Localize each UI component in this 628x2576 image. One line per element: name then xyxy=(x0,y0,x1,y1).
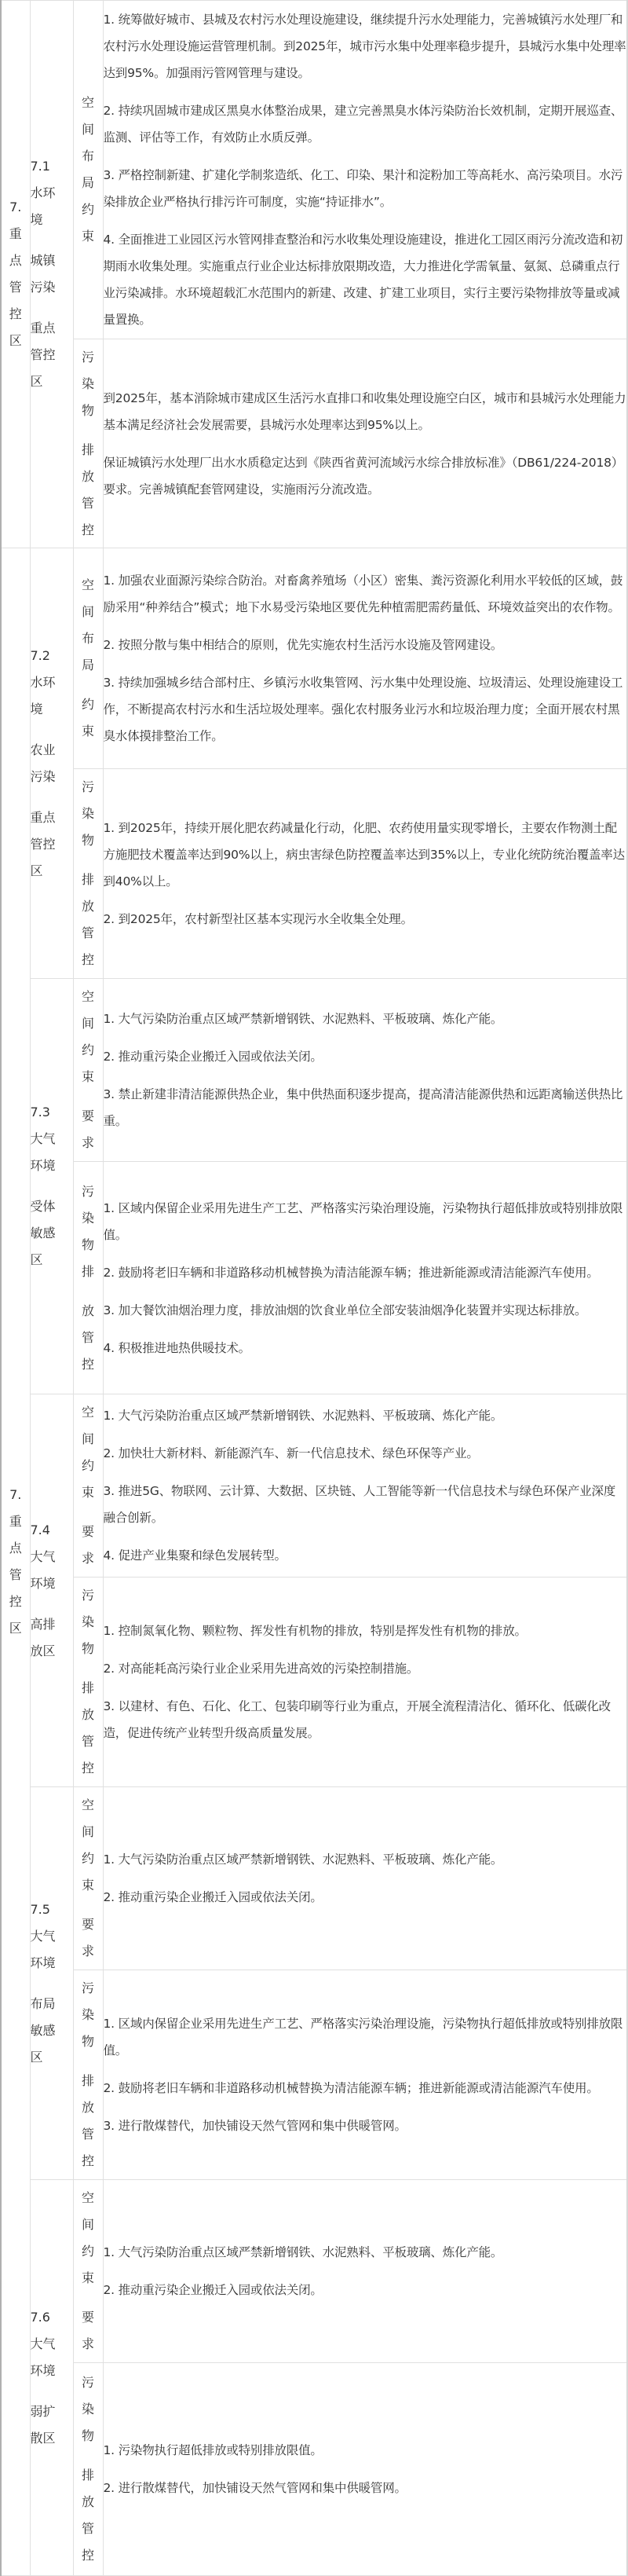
spacer xyxy=(31,1977,73,1991)
label-char: 空 xyxy=(81,1797,94,1812)
spacer xyxy=(31,301,73,315)
label-char: 城镇 xyxy=(30,253,56,268)
label-char: 间 xyxy=(81,1016,94,1031)
label-char: 点 xyxy=(9,253,22,268)
requirement-item: 1. 控制氮氧化物、颗粒物、挥发性有机物的排放，特别是挥发性有机物的排放。 xyxy=(103,1624,527,1638)
label-char: 水环 xyxy=(30,185,56,200)
label-char: 环境 xyxy=(30,2362,56,2378)
label-char: 管 xyxy=(9,1567,22,1582)
requirement-content-cell xyxy=(103,548,627,769)
control-type-cell xyxy=(73,1577,103,1787)
label-char: 重点 xyxy=(30,809,56,825)
label-char: 物 xyxy=(81,2428,94,2443)
label-char: 染 xyxy=(81,2402,94,2417)
label-char: 控 xyxy=(9,306,22,321)
spacer xyxy=(74,1506,103,1519)
label-char: 布 xyxy=(81,148,94,163)
label-char: 高排 xyxy=(30,1616,56,1632)
requirement-item: 1. 统筹做好城市、县城及农村污水处理设施建设，继续提升污水处理能力，完善城镇污水处理厂和农村污水处理设施运营管理机制。到2025年，城市污水集中处理率稳步提升，县城污水集中处理率达到95%。加强雨污管网管理与建设。 xyxy=(103,13,626,80)
requirement-content-cell xyxy=(103,769,627,979)
label-char: 染 xyxy=(81,376,94,391)
table-row xyxy=(1,548,627,769)
label-char: 染 xyxy=(81,806,94,821)
region-label-cell xyxy=(1,1,30,548)
label-char: 大气 xyxy=(30,2336,56,2351)
label-char: 控 xyxy=(9,1594,22,1609)
requirement-item: 1. 区域内保留企业采用先进生产工艺、严格落实污染治理设施，污染物执行超低排放或特别排放限值。 xyxy=(103,1200,623,1242)
requirement-item: 保证城镇污水处理厂出水水质稳定达到《陕西省黄河流域污水综合排放标准》（DB61/224-2018）要求。完善城镇配套管网建设，实施雨污分流改造。 xyxy=(103,455,624,497)
label-char: 染 xyxy=(81,1614,94,1629)
control-type-cell xyxy=(73,339,103,548)
label-char: 管控 xyxy=(30,347,56,362)
label-char: 放区 xyxy=(30,1643,56,1658)
requirement-item: 3. 严格控制新建、扩建化学制浆造纸、化工、印染、果汁和淀粉加工等高耗水、高污染项目。水污染排放企业严格执行排污许可制度，实施“持证排水”。 xyxy=(103,168,623,209)
label-char: 求 xyxy=(81,1944,94,1959)
label-char: 排 xyxy=(81,2468,94,2483)
requirement-content-cell xyxy=(103,1162,627,1394)
label-char: 束 xyxy=(81,1069,94,1084)
label-char: 排 xyxy=(81,2073,94,2088)
requirement-item: 1. 到2025年，持续开展化肥农药减量化行动，化肥、农药使用量实现零增长，主要农作物测土配方施肥技术覆盖率达到90%以上，病虫害绿色防控覆盖率达到35%以上，专业化统防统治覆盖率达到40%以上。 xyxy=(103,821,625,889)
spacer xyxy=(31,2384,73,2398)
requirement-item: 1. 大气污染防治重点区域严禁新增钢铁、水泥熟料、平板玻璃、炼化产能。 xyxy=(103,1012,503,1026)
label-char: 区 xyxy=(9,333,22,348)
control-type-cell xyxy=(73,1970,103,2180)
label-char: 间 xyxy=(81,122,94,137)
spacer xyxy=(74,1090,103,1103)
label-char: 布 xyxy=(81,631,94,646)
requirement-content-cell xyxy=(103,339,627,548)
label-char: 7.4 xyxy=(30,1522,50,1537)
label-char: 管 xyxy=(81,495,94,511)
table-row xyxy=(1,1,627,339)
requirement-item: 2. 到2025年，农村新型社区基本实现污水全收集全处理。 xyxy=(103,912,413,926)
spacer xyxy=(31,1179,73,1193)
label-char: 约 xyxy=(81,1458,94,1473)
spacer xyxy=(31,723,73,737)
spacer xyxy=(74,1662,103,1675)
label-char: 大气 xyxy=(30,1131,56,1146)
spacer xyxy=(74,2292,103,2304)
label-char: 管 xyxy=(81,2521,94,2536)
spacer xyxy=(74,424,103,437)
control-type-cell xyxy=(73,1394,103,1577)
control-type-cell xyxy=(73,1787,103,1970)
label-char: 重 xyxy=(9,1514,22,1529)
spacer xyxy=(31,790,73,804)
label-char: 约 xyxy=(81,1042,94,1057)
requirement-item: 3. 持续加强城乡结合部村庄、乡镇污水收集管网、污水集中处理设施、垃圾清运、处理设施建设工作，不断提高农村污水和生活垃圾处理率。强化农村服务业污水和垃圾治理力度；全面开展农村黑臭水体摸排整治工作。 xyxy=(103,676,623,743)
label-char: 要 xyxy=(81,1108,94,1123)
label-char: 污 xyxy=(81,2375,94,2390)
label-char: 间 xyxy=(81,2217,94,2232)
requirement-item: 3. 禁止新建非清洁能源供热企业，集中供热面积逐步提高，提高清洁能源供热和远距离输送供热比重。 xyxy=(103,1087,623,1128)
requirement-item: 1. 大气污染防治重点区域严禁新增钢铁、水泥熟料、平板玻璃、炼化产能。 xyxy=(103,1852,503,1867)
zone-name-cell-7.4 xyxy=(30,1394,73,1787)
requirement-item: 3. 加大餐饮油烟治理力度，排放油烟的饮食业单位全部安装油烟净化装置并实现达标排放。 xyxy=(103,1303,587,1317)
label-char: 污染 xyxy=(30,280,56,295)
label-char: 约 xyxy=(81,202,94,217)
label-char: 放 xyxy=(81,1707,94,1722)
label-char: 管 xyxy=(81,1329,94,1345)
requirement-item: 3. 进行散煤替代，加快铺设天然气管网和集中供暖管网。 xyxy=(103,2119,407,2133)
requirement-content-cell xyxy=(103,2180,627,2363)
table-row xyxy=(1,1162,627,1394)
label-char: 区 xyxy=(9,1621,22,1636)
label-char: 受体 xyxy=(30,1199,56,1214)
label-char: 污 xyxy=(81,1588,94,1603)
table-row xyxy=(1,2363,627,2576)
label-char: 间 xyxy=(81,1824,94,1839)
label-char: 空 xyxy=(81,577,94,592)
label-char: 物 xyxy=(81,1237,94,1252)
requirement-item: 3. 推进5G、物联网、云计算、大数据、区块链、人工智能等新一代信息技术与绿色环保产业深度融合创新。 xyxy=(103,1484,616,1525)
requirement-item: 2. 推动重污染企业搬迁入园或依法关闭。 xyxy=(103,1890,323,1904)
label-char: 管控 xyxy=(30,836,56,852)
label-char: 水环 xyxy=(30,674,56,690)
control-type-cell xyxy=(73,2363,103,2576)
control-type-cell xyxy=(73,548,103,769)
label-char: 管 xyxy=(81,1734,94,1749)
requirement-content-cell xyxy=(103,2363,627,2576)
requirement-content-cell xyxy=(103,979,627,1162)
zone-table-body xyxy=(1,1,627,2576)
control-type-cell xyxy=(73,2180,103,2363)
label-char: 环境 xyxy=(30,1158,56,1173)
requirement-item: 2. 鼓励将老旧车辆和非道路移动机械替换为清洁能源车辆；推进新能源或清洁能源汽车使用。 xyxy=(103,2081,599,2095)
label-char: 染 xyxy=(81,1210,94,1226)
zone-name-cell-7.6 xyxy=(30,2180,73,2576)
zone-name-cell-7.2 xyxy=(30,548,73,979)
table-row xyxy=(1,2180,627,2363)
label-char: 求 xyxy=(81,2336,94,2351)
label-char: 排 xyxy=(81,442,94,457)
label-char: 排 xyxy=(81,1263,94,1279)
label-char: 控 xyxy=(81,2548,94,2563)
requirement-item: 2. 加快壮大新材料、新能源汽车、新一代信息技术、绿色环保等产业。 xyxy=(103,1446,479,1460)
requirement-item: 1. 大气污染防治重点区域严禁新增钢铁、水泥熟料、平板玻璃、炼化产能。 xyxy=(103,2245,503,2259)
label-char: 环境 xyxy=(30,1955,56,1970)
label-char: 放 xyxy=(81,2100,94,2115)
label-char: 重 xyxy=(9,226,22,241)
label-char: 7.2 xyxy=(30,647,50,663)
label-char: 境 xyxy=(30,212,43,227)
label-char: 区 xyxy=(30,2049,43,2065)
label-char: 要 xyxy=(81,1917,94,1932)
label-char: 控 xyxy=(81,522,94,537)
label-char: 束 xyxy=(81,724,94,738)
label-char: 束 xyxy=(81,229,94,244)
label-char: 7.1 xyxy=(30,159,50,174)
table-row xyxy=(1,1577,627,1787)
label-char: 物 xyxy=(81,833,94,848)
spacer xyxy=(74,1285,103,1298)
label-char: 染 xyxy=(81,2007,94,2022)
label-char: 区 xyxy=(30,1252,43,1267)
label-char: 约 xyxy=(81,697,94,712)
label-char: 控 xyxy=(81,952,94,967)
requirement-item: 1. 大气污染防治重点区域严禁新增钢铁、水泥熟料、平板玻璃、炼化产能。 xyxy=(103,1409,503,1423)
requirement-item: 2. 持续巩固城市建成区黑臭水体整治成果，建立完善黑臭水体污染防治长效机制，定期开展巡查、监测、评估等工作，有效防止水质反弹。 xyxy=(103,104,623,145)
control-type-cell xyxy=(73,769,103,979)
label-char: 空 xyxy=(81,2190,94,2205)
requirement-item: 4. 促进产业集聚和绿色发展转型。 xyxy=(103,1548,287,1563)
label-char: 弱扩 xyxy=(30,2403,56,2419)
label-char: 约 xyxy=(81,1851,94,1866)
spacer xyxy=(31,233,73,247)
label-char: 控 xyxy=(81,2153,94,2168)
label-char: 空 xyxy=(81,1405,94,1420)
label-char: 污 xyxy=(81,349,94,365)
label-char: 要 xyxy=(81,1524,94,1539)
label-char: 局 xyxy=(81,175,94,190)
label-char: 空 xyxy=(81,95,94,110)
label-char: 管 xyxy=(9,280,22,295)
label-char: 束 xyxy=(81,1485,94,1500)
label-char: 空 xyxy=(81,989,94,1004)
table-row xyxy=(1,1970,627,2180)
requirement-content-cell xyxy=(103,1394,627,1577)
label-char: 管 xyxy=(81,2127,94,2142)
label-char: 物 xyxy=(81,2034,94,2049)
requirement-item: 2. 推动重污染企业搬迁入园或依法关闭。 xyxy=(103,1050,323,1064)
requirement-item: 到2025年，基本消除城市建成区生活污水直排口和收集处理设施空白区，城市和县城污水处理能力基本满足经济社会发展需要，县城污水处理率达到95%以上。 xyxy=(103,390,626,432)
region-label-cell xyxy=(1,548,30,2576)
requirement-item: 2. 进行散煤替代，加快铺设天然气管网和集中供暖管网。 xyxy=(103,2481,407,2495)
requirement-content-cell xyxy=(103,1970,627,2180)
label-char: 7. xyxy=(9,1487,22,1502)
label-char: 排 xyxy=(81,1680,94,1695)
label-char: 大气 xyxy=(30,1548,56,1564)
label-char: 间 xyxy=(81,1431,94,1446)
requirement-item: 4. 全面推进工业园区污水管网排查整治和污水收集处理设施建设，推进化工园区雨污分流改造和初期雨水收集处理。实施重点行业企业达标排放限期改造，大力推进化学需氧量、氨氮、总磷重点行业污染减排。水环境超载汇水范围内的新建、改建、扩建工业项目，实行主要污染物排放等量或减量置换。 xyxy=(103,233,623,327)
label-char: 区 xyxy=(30,863,43,878)
spacer xyxy=(74,854,103,867)
label-char: 束 xyxy=(81,1878,94,1893)
label-char: 7.3 xyxy=(30,1105,50,1119)
label-char: 求 xyxy=(81,1551,94,1566)
label-char: 污 xyxy=(81,1981,94,1995)
label-char: 物 xyxy=(81,1641,94,1656)
label-char: 放 xyxy=(81,1303,94,1318)
requirement-item: 1. 区域内保留企业采用先进生产工艺、严格落实污染治理设施，污染物执行超低排放或特别排放限值。 xyxy=(103,2017,623,2058)
label-char: 区 xyxy=(30,374,43,389)
label-char: 布局 xyxy=(30,1995,56,2011)
zone-name-cell-7.1 xyxy=(30,1,73,548)
control-type-cell xyxy=(73,1162,103,1394)
label-char: 放 xyxy=(81,468,94,484)
requirement-item: 2. 对高能耗高污染行业企业采用先进高效的污染控制措施。 xyxy=(103,1662,419,1676)
label-char: 控 xyxy=(81,1356,94,1372)
label-char: 束 xyxy=(81,2270,94,2285)
label-char: 控 xyxy=(81,1761,94,1775)
label-char: 求 xyxy=(81,1135,94,1150)
label-char: 间 xyxy=(81,604,94,619)
label-char: 重点 xyxy=(30,321,56,335)
zone-name-cell-7.3 xyxy=(30,979,73,1394)
label-char: 排 xyxy=(81,872,94,887)
label-char: 敏感 xyxy=(30,2022,56,2038)
control-type-cell xyxy=(73,1,103,339)
zone-name-cell-7.5 xyxy=(30,1787,73,2180)
label-char: 7. xyxy=(9,200,22,214)
label-char: 点 xyxy=(9,1541,22,1555)
requirement-item: 2. 按照分散与集中相结合的原则，优先实施农村生活污水设施及管网建设。 xyxy=(103,638,503,652)
label-char: 放 xyxy=(81,2494,94,2509)
label-char: 局 xyxy=(81,658,94,672)
label-char: 境 xyxy=(30,701,43,716)
label-char: 7.5 xyxy=(30,1901,50,1917)
label-char: 污 xyxy=(81,779,94,794)
spacer xyxy=(74,679,103,691)
label-char: 大气 xyxy=(30,1928,56,1944)
requirement-content-cell xyxy=(103,1787,627,1970)
table-row xyxy=(1,339,627,548)
requirement-item: 2. 推动重污染企业搬迁入园或依法关闭。 xyxy=(103,2283,323,2297)
requirement-item: 3. 以建材、有色、石化、化工、包装印刷等行业为重点，开展全流程清洁化、循环化、低碳化改造，促进传统产业转型升级高质量发展。 xyxy=(103,1699,611,1740)
label-char: 7.6 xyxy=(30,2309,50,2325)
control-type-cell xyxy=(73,979,103,1162)
table-row xyxy=(1,979,627,1162)
spacer xyxy=(74,2450,103,2462)
label-char: 物 xyxy=(81,402,94,418)
table-row xyxy=(1,1394,627,1577)
requirement-content-cell xyxy=(103,1577,627,1787)
label-char: 约 xyxy=(81,2244,94,2259)
spacer xyxy=(74,2055,103,2068)
requirement-item: 4. 积极推进地热供暖技术。 xyxy=(103,1340,250,1355)
table-row xyxy=(1,769,627,979)
label-char: 农业 xyxy=(30,742,56,757)
requirement-item: 2. 鼓励将老旧车辆和非道路移动机械替换为清洁能源车辆；推进新能源或清洁能源汽车使用。 xyxy=(103,1265,599,1280)
label-char: 污染 xyxy=(30,768,56,784)
label-char: 要 xyxy=(81,2310,94,2325)
spacer xyxy=(31,1597,73,1611)
label-char: 放 xyxy=(81,899,94,914)
requirement-item: 1. 污染物执行超低排放或特别排放限值。 xyxy=(103,2443,323,2457)
label-char: 污 xyxy=(81,1183,94,1199)
spacer xyxy=(74,1899,103,1911)
label-char: 散区 xyxy=(30,2430,56,2446)
table-row xyxy=(1,1787,627,1970)
label-char: 敏感 xyxy=(30,1226,56,1240)
label-char: 管 xyxy=(81,925,94,940)
requirement-content-cell xyxy=(103,1,627,339)
label-char: 环境 xyxy=(30,1575,56,1591)
requirement-item: 1. 加强农业面源污染综合防治。对畜禽养殖场（小区）密集、粪污资源化利用水平较低的区域，鼓励采用“种养结合”模式；地下水易受污染地区要优先种植需肥需药量低、环境效益突出的农作物。 xyxy=(103,573,623,614)
